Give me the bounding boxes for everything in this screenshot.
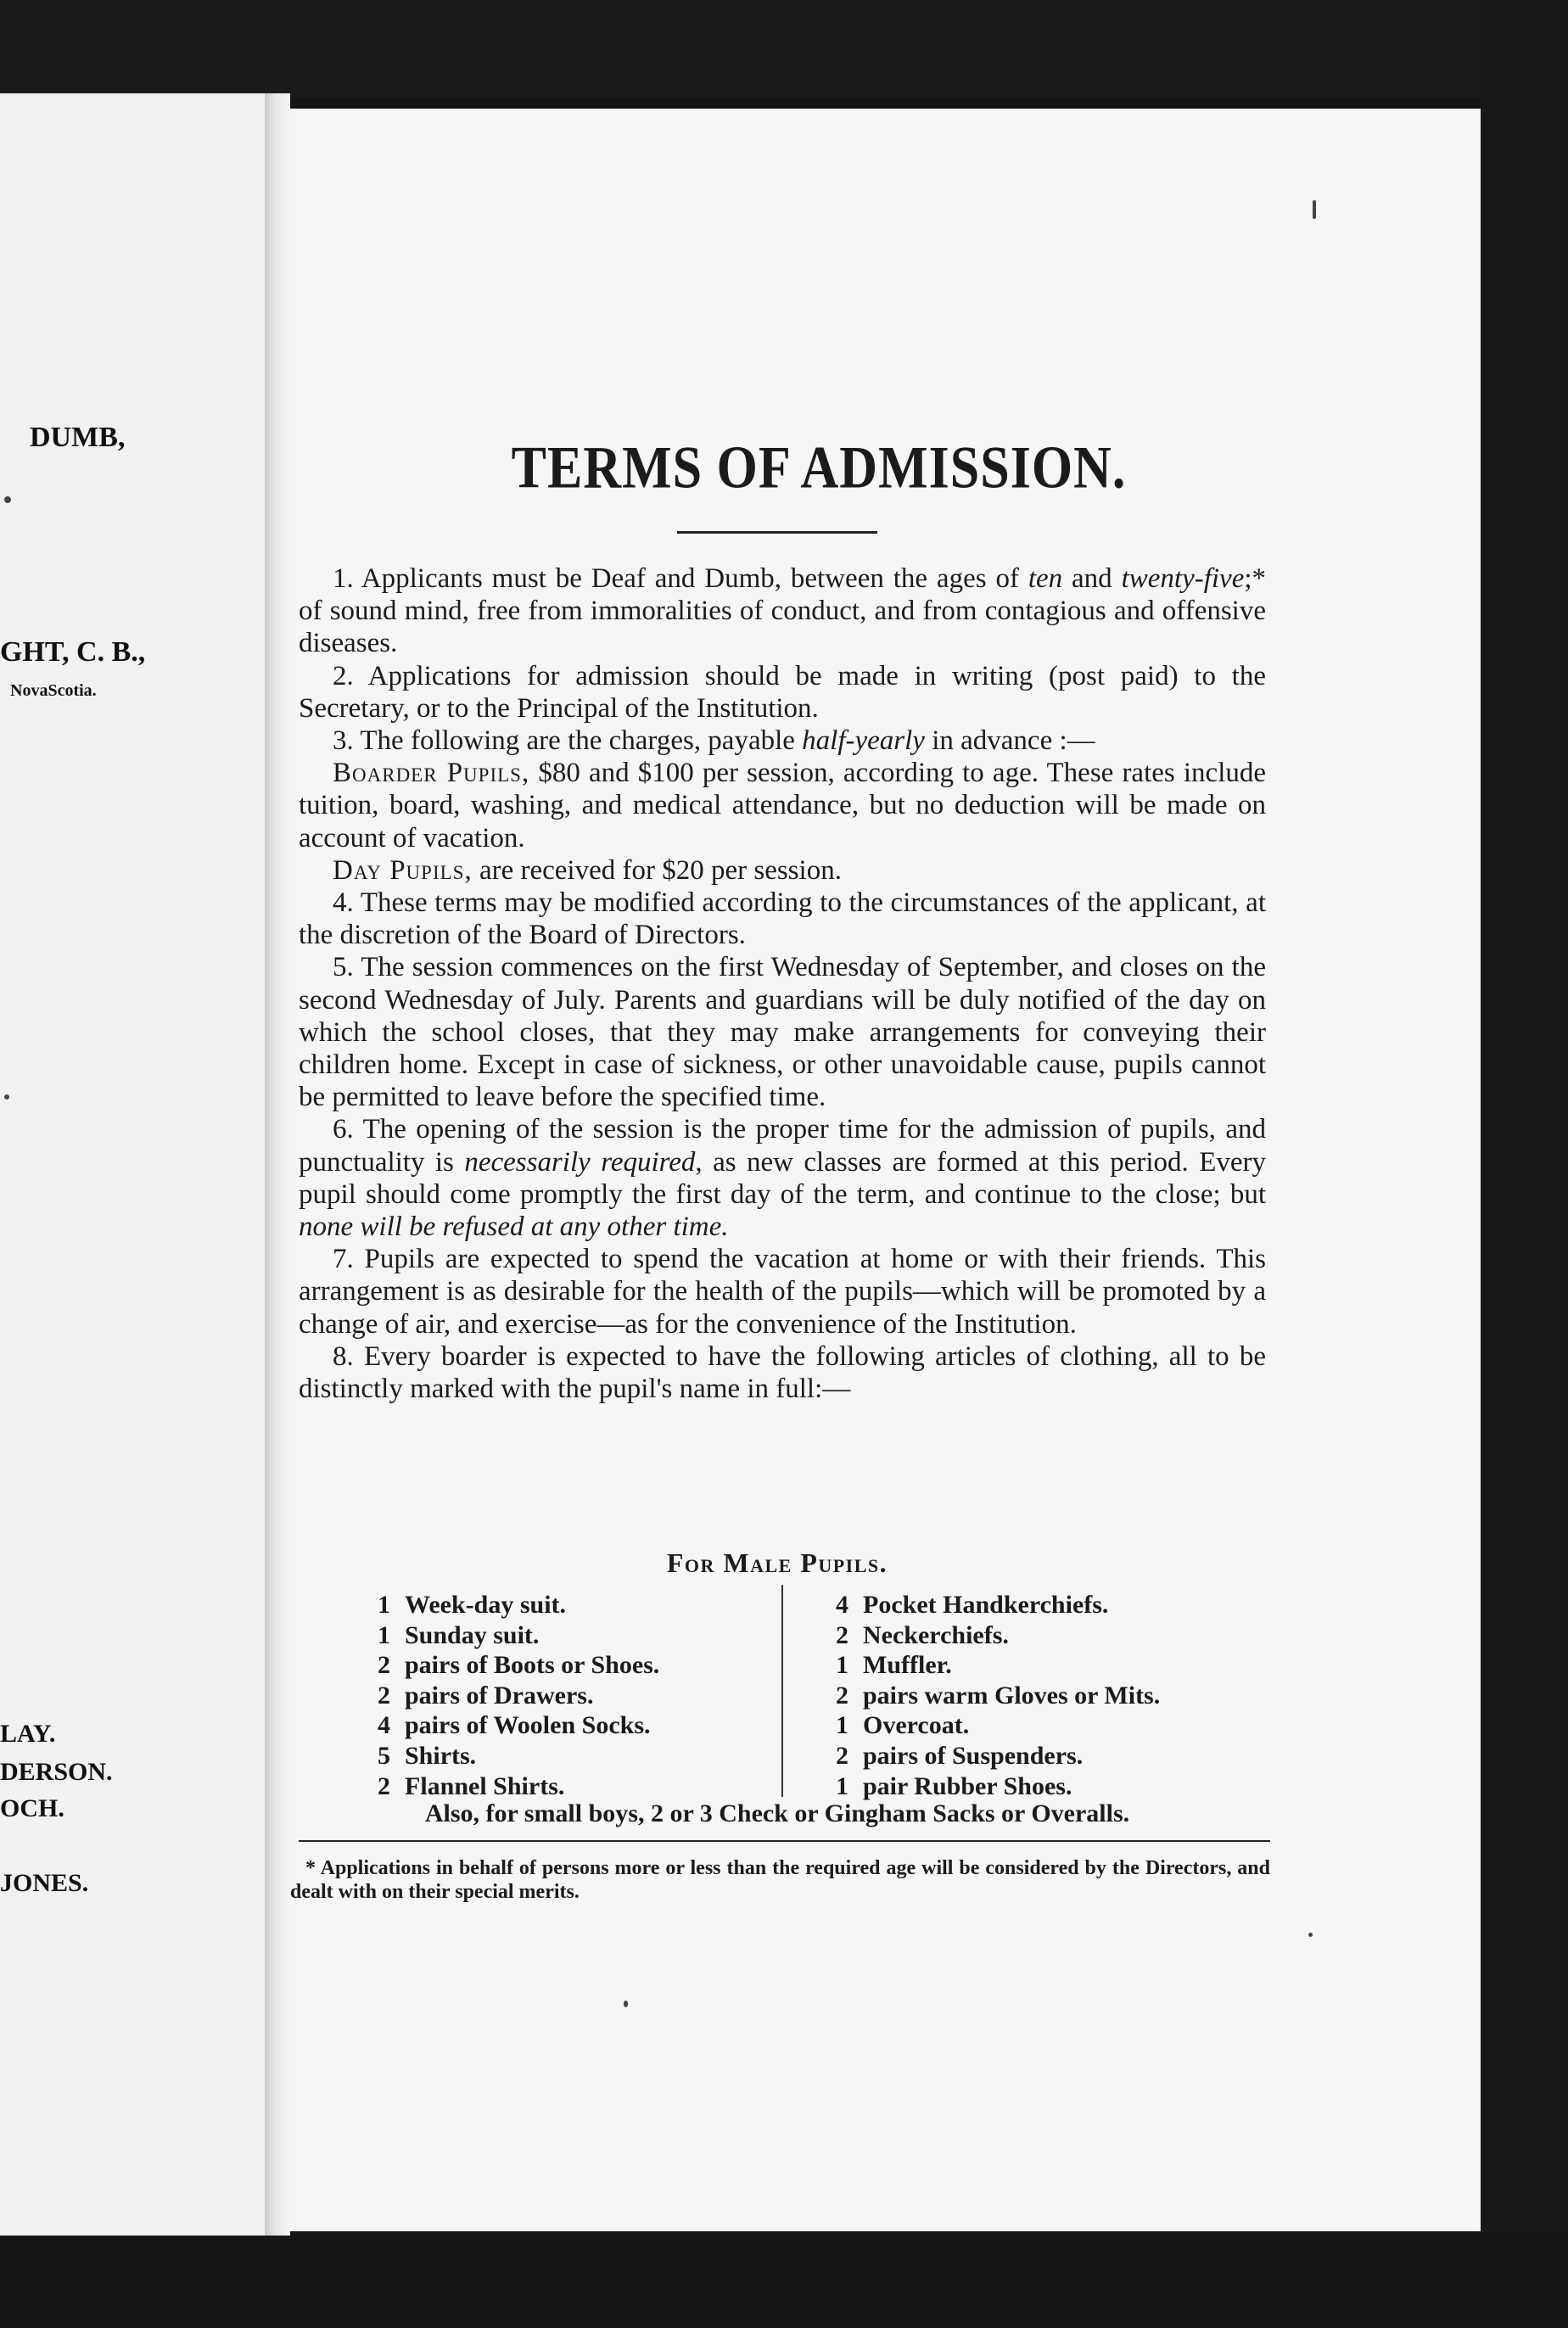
item-name: Week-day suit.: [405, 1591, 567, 1619]
item-name: pairs of Suspenders.: [863, 1741, 1084, 1770]
boarder-pupils-label: Boarder Pupils,: [333, 758, 530, 789]
item-quantity: 2: [836, 1741, 848, 1770]
left-fragment-och: OCH.: [0, 1794, 64, 1822]
term-number: 7.: [333, 1244, 354, 1275]
term-text: $80 and $100 per session, according to age. These rates include tuition, board, washing, and medical attendance, but no deduction will be made on account of vacation.: [299, 758, 1267, 853]
term-number: 6.: [333, 1114, 354, 1145]
term-number: 3.: [333, 725, 354, 757]
boarder-pupils-paragraph: [299, 757, 1266, 854]
list-item: [378, 1650, 776, 1681]
term-item-1: [299, 562, 1266, 660]
left-fragment-jones: JONES.: [0, 1869, 89, 1897]
term-text: Pupils are expected to spend the vacation at home or with their friends. This arrangement is as desirable for the health of the pupils—which will be promoted by a change of air, and exercise—as for the convenience of the Institution.: [299, 1244, 1266, 1340]
item-name: Overcoat.: [863, 1711, 970, 1740]
male-pupils-heading: For Male Pupils.: [666, 1547, 888, 1578]
left-fragment-derson: DERSON.: [0, 1758, 113, 1786]
term-item-5: [299, 951, 1266, 1113]
item-quantity: 5: [378, 1741, 390, 1770]
page-speck: [1308, 1933, 1313, 1937]
term-text: are received for $20 per session.: [472, 854, 842, 886]
list-item: [378, 1771, 776, 1802]
list-item: [836, 1590, 1277, 1620]
term-text: These terms may be modified according to the circumstances of the applicant, at the discretion of the Board of Directors.: [299, 887, 1266, 951]
item-quantity: 4: [836, 1591, 848, 1619]
item-name: pair Rubber Shoes.: [863, 1771, 1072, 1800]
list-item: [378, 1681, 776, 1711]
list-item: [836, 1650, 1277, 1681]
item-quantity: 1: [836, 1711, 848, 1740]
day-pupils-paragraph: [299, 854, 1266, 887]
list-item: [378, 1620, 776, 1651]
left-speck: [4, 496, 11, 503]
term-emphasis: half-yearly: [802, 725, 925, 757]
page-gutter: [265, 93, 290, 2236]
page-title: TERMS OF ADMISSION.: [511, 434, 1127, 501]
small-boys-note: Also, for small boys, 2 or 3 Check or Gingham Sacks or Overalls.: [424, 1799, 1130, 1827]
item-name: Shirts.: [405, 1741, 477, 1770]
term-number: 1.: [333, 563, 354, 594]
term-emphasis: none will be refused at any other time.: [299, 1212, 729, 1243]
clothing-list-left: [378, 1590, 776, 1801]
list-item: [378, 1590, 776, 1620]
term-number: 5.: [333, 952, 354, 983]
item-name: pairs warm Gloves or Mits.: [863, 1681, 1161, 1710]
term-item-3: [299, 725, 1266, 757]
list-item: [836, 1681, 1277, 1711]
document-page: [288, 109, 1481, 2231]
term-text: The following are the charges, payable: [353, 725, 803, 757]
item-name: Neckerchiefs.: [863, 1620, 1009, 1649]
scan-background-top: [0, 0, 1568, 98]
title-rule: [677, 531, 877, 534]
item-quantity: 1: [836, 1771, 848, 1800]
term-emphasis: necessarily required: [464, 1146, 696, 1178]
item-name: pairs of Boots or Shoes.: [405, 1651, 660, 1680]
left-fragment-ght: GHT, C. B.,: [0, 636, 146, 668]
footnote: * Applications in behalf of persons more or less than the required age will be considered by the Directors, and dealt with on their special merits.: [290, 1857, 1270, 1903]
clothing-list-right: [836, 1590, 1277, 1801]
page-speck: [1313, 200, 1316, 219]
item-quantity: 2: [836, 1681, 848, 1710]
term-item-4: [299, 887, 1266, 951]
term-text: in advance :—: [924, 725, 1095, 757]
term-text: Applicants must be Deaf and Dumb, between the ages of: [353, 563, 1028, 594]
term-number: 4.: [333, 887, 354, 919]
list-item: [836, 1710, 1277, 1741]
item-quantity: 2: [836, 1620, 848, 1649]
term-emphasis: ten: [1028, 563, 1063, 594]
day-pupils-label: Day Pupils,: [333, 854, 473, 886]
page-speck: [624, 2001, 628, 2007]
item-quantity: 1: [378, 1591, 390, 1619]
item-quantity: 1: [378, 1620, 390, 1649]
item-quantity: 2: [378, 1771, 390, 1800]
term-item-6: [299, 1113, 1266, 1243]
item-name: pairs of Drawers.: [405, 1681, 594, 1710]
item-name: pairs of Woolen Socks.: [405, 1711, 651, 1740]
term-item-8: [299, 1340, 1266, 1405]
list-item: [378, 1710, 776, 1741]
item-name: Pocket Handkerchiefs.: [863, 1591, 1109, 1619]
left-fragment-novascotia: NovaScotia.: [10, 681, 97, 700]
left-fragment-dumb: DUMB,: [30, 422, 126, 453]
term-emphasis: twenty-five: [1121, 563, 1245, 594]
scan-background-bottom: [0, 2233, 1568, 2328]
item-name: Muffler.: [863, 1651, 952, 1680]
term-text: , as new classes are formed at this period. Every pupil should come promptly the first day of the term, and continue to the close; but: [299, 1146, 1266, 1210]
item-name: Flannel Shirts.: [405, 1771, 565, 1800]
footnote-rule: [299, 1840, 1270, 1842]
item-name: Sunday suit.: [405, 1620, 540, 1649]
term-item-2: [299, 660, 1266, 725]
term-item-7: [299, 1243, 1266, 1340]
item-quantity: 1: [836, 1651, 848, 1680]
item-quantity: 2: [378, 1681, 390, 1710]
left-fragment-lay: LAY.: [0, 1720, 56, 1748]
term-text: The opening of the session is the proper time for the admission of pupils, and punctuality is: [299, 1114, 1266, 1178]
term-text: The session commences on the first Wednesday of September, and closes on the second Wednesday of July. Parents and guardians will be duly notified of the day on which the school closes, that they may make arrangements for conveying their children home. Except in case of sickness, or other unavoidable cause, pupils cannot be permitted to leave before the specified time.: [299, 952, 1266, 1113]
term-number: 8.: [333, 1340, 354, 1372]
term-text: and: [1062, 563, 1122, 594]
term-number: 2.: [333, 660, 354, 691]
list-item: [836, 1771, 1277, 1802]
terms-body: [299, 562, 1266, 1405]
item-quantity: 4: [378, 1711, 390, 1740]
list-item: [836, 1741, 1277, 1771]
item-quantity: 2: [378, 1651, 390, 1680]
left-speck: [4, 1094, 9, 1100]
term-text: Every boarder is expected to have the following articles of clothing, all to be distinctly marked with the pupil's name in full:—: [299, 1340, 1266, 1405]
list-item: [378, 1741, 776, 1771]
list-item: [836, 1620, 1277, 1651]
scan-background-right: [1481, 0, 1568, 2328]
column-divider: [781, 1585, 783, 1797]
left-adjacent-page: [0, 93, 267, 2236]
term-text: Applications for admission should be made in writing (post paid) to the Secretary, or to the Principal of the Institution.: [299, 660, 1266, 724]
term-text: ;* of sound mind, free from immoralities of conduct, and from contagious and offensive diseases.: [299, 563, 1267, 659]
